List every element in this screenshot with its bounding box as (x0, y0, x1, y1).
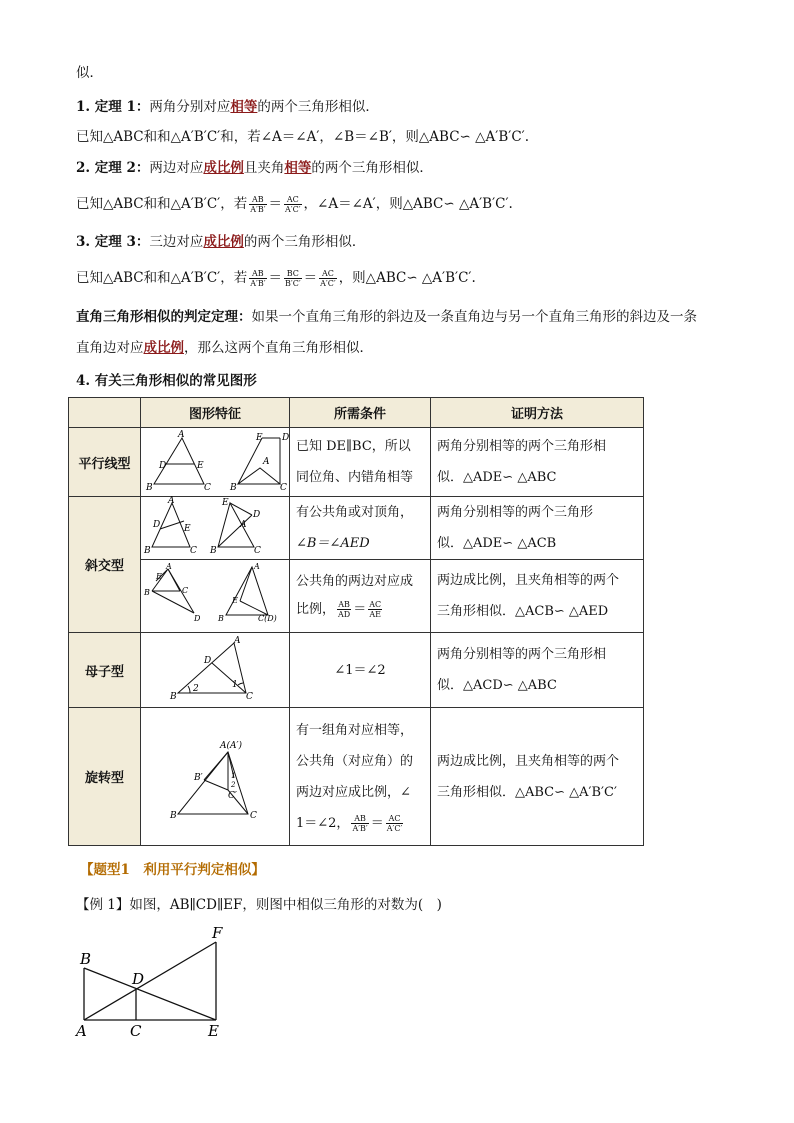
frac-den: A′C′ (320, 279, 336, 288)
proof-cell (431, 708, 644, 846)
table-row (69, 428, 644, 497)
label-b: B (80, 950, 92, 968)
condition-text: 比例， (296, 602, 336, 617)
fraction (284, 269, 302, 288)
example-1 (76, 895, 442, 915)
label-d: D (253, 510, 261, 520)
label-c: C (190, 546, 197, 556)
label-c: C (280, 483, 287, 493)
frac-num: BC (284, 269, 302, 279)
row-name: 斜交型 (69, 497, 141, 633)
frac-num: AC (369, 600, 382, 609)
angle-label-1: 1 (232, 680, 238, 690)
condition-line: 有公共角或对顶角， (296, 505, 414, 520)
example-1-label: 【例 1】 (76, 897, 130, 913)
label-d: D (132, 970, 145, 988)
label-c: C (182, 586, 189, 595)
proof-line: 似．△ADE∽ △ACB (437, 536, 557, 551)
label-e: E (222, 498, 229, 508)
figure-cell (141, 497, 290, 560)
theorem-1 (76, 97, 379, 117)
proof-line: 两角分别相等的两个三角形相 (437, 647, 607, 662)
label-a: A (263, 457, 270, 467)
label-d: D (159, 461, 167, 471)
fraction (337, 600, 351, 619)
label-c: C (254, 546, 261, 556)
label-c: C (246, 692, 253, 702)
condition-line (296, 808, 424, 839)
frac-den: A′B′ (250, 279, 266, 288)
condition-cell (290, 633, 431, 708)
theorem-3 (76, 232, 365, 252)
frac-num: AC (319, 269, 337, 279)
condition-line: 两边对应成比例，∠ (296, 784, 411, 800)
theorem-2 (76, 158, 433, 178)
similar-figures-table (68, 397, 644, 846)
section-4-title: 4. 有关三角形相似的常见图形 (76, 373, 257, 389)
theorem-1-given: 已知△ABC和和△A′B′C′和，若∠A＝∠A′，∠B＝∠B′，则△ABC∽ △A′B′C′. (76, 129, 530, 145)
label-c: C (250, 810, 257, 821)
right-triangle-text-b: 直角边对应 (76, 340, 144, 356)
condition-line: 公共角（对应角）的 (296, 753, 414, 769)
equals: ＝ (353, 602, 367, 617)
table-row (69, 560, 644, 633)
label-a: A (166, 562, 172, 571)
right-triangle-text-c: ，那么这两个直角三角形相似． (184, 340, 373, 356)
label-e: E (156, 572, 162, 581)
oblique-figure-2 (142, 561, 288, 627)
proof-line: 两角分别相等的两个三角形 (437, 505, 594, 520)
condition-line: ∠B＝∠AED (296, 536, 370, 551)
condition-line: 有一组角对应相等， (296, 722, 414, 738)
oblique-figure-1 (142, 497, 288, 555)
frac-den: AD (338, 610, 351, 619)
label-e: E (208, 1022, 219, 1040)
proof-line: 三角形相似．△ACB∽ △AED (437, 604, 609, 619)
fraction (368, 600, 382, 619)
theorem-2-label: 2. 定理 2： (76, 160, 150, 176)
equals: ＝ (268, 270, 283, 286)
theorem-3-given-b: ，则△ABC∽ △A′B′C′. (338, 270, 476, 286)
frac-num: AC (284, 195, 302, 205)
table-row (69, 708, 644, 846)
proof-line: 两角分别相等的两个三角形相 (437, 439, 607, 454)
theorem-2-text-b: 且夹角 (243, 160, 285, 176)
question-type-title: 【题型1 利用平行判定相似】 (80, 862, 265, 878)
condition-cell (290, 708, 431, 846)
frac-num: AB (351, 814, 368, 824)
label-c: C (204, 483, 211, 493)
fraction (249, 269, 266, 288)
figure-cell (141, 560, 290, 633)
intro-tail: 似． (76, 65, 103, 81)
condition-line: 同位角、内错角相等 (296, 470, 414, 485)
label-e: E (232, 596, 238, 605)
label-a: A (168, 496, 175, 506)
proof-line: 三角形相似．△ABC∽ △A′B′C′ (437, 784, 617, 800)
theorem-3-given (76, 268, 476, 288)
theorem-1-highlight: 相等 (230, 99, 258, 115)
proof-line: 似．△ADE∽ △ABC (437, 470, 557, 485)
right-triangle-highlight: 成比例 (143, 340, 184, 356)
proof-line: 两边成比例，且夹角相等的两个 (437, 573, 620, 588)
theorem-2-highlight-1: 成比例 (203, 160, 244, 176)
proof-cell (431, 497, 644, 560)
angle-label-2: 2 (193, 684, 199, 694)
label-e: E (197, 461, 204, 471)
theorem-3-label: 3. 定理 3： (76, 234, 150, 250)
angle-label-1: 1 (231, 771, 236, 780)
label-f: F (212, 924, 223, 942)
label-a: A (234, 636, 241, 646)
frac-num: AB (249, 195, 266, 205)
table-row (69, 497, 644, 560)
label-e: E (256, 433, 263, 443)
label-b: B (144, 546, 151, 556)
frac-den: A′C′ (285, 205, 301, 214)
label-b: B (144, 588, 150, 597)
label-a: A (240, 520, 247, 530)
label-d: D (153, 520, 161, 530)
right-triangle-theorem-cont (76, 338, 373, 358)
theorem-2-text-a: 两边对应 (149, 160, 204, 176)
table-header: 图形特征 (141, 398, 290, 428)
fraction (351, 814, 368, 833)
frac-num: AB (338, 600, 350, 609)
theorem-2-given-a: 已知△ABC和和△A′B′C′，若 (76, 196, 248, 212)
condition-line (296, 596, 424, 624)
figure-cell (141, 708, 290, 846)
label-c-d: C(D) (258, 614, 277, 623)
equals: ＝ (268, 196, 283, 212)
label-a: A (178, 430, 185, 440)
label-b: B (210, 546, 217, 556)
label-b-prime: B′ (194, 772, 203, 783)
equals: ＝ (370, 815, 384, 831)
condition-line: 已知 DE∥BC，所以 (296, 439, 411, 454)
label-e: E (184, 524, 191, 534)
theorem-1-label: 1. 定理 1： (76, 99, 150, 115)
example-1-figure (72, 924, 242, 1040)
frac-num: AB (249, 269, 266, 279)
label-b: B (146, 483, 153, 493)
right-triangle-text-a: 如果一个直角三角形的斜边及一条直角边与另一个直角三角形的斜边及一条 (251, 309, 697, 325)
frac-den: AE (369, 610, 381, 619)
angle-label-2: 2 (231, 780, 236, 789)
row-name: 母子型 (69, 633, 141, 708)
rotation-figure (142, 730, 288, 820)
frac-den: A′C′ (386, 823, 403, 833)
label-a: A (76, 1022, 87, 1040)
table-row (69, 633, 644, 708)
figure-cell (141, 633, 290, 708)
figure-cell (141, 428, 290, 497)
condition-text: 1＝∠2， (296, 815, 350, 831)
fraction (284, 195, 302, 214)
equals: ＝ (303, 270, 318, 286)
frac-den: B′C′ (285, 279, 301, 288)
proof-cell (431, 428, 644, 497)
label-a-prime: A(A′) (220, 740, 243, 751)
example-1-text: 如图，AB∥CD∥EF，则图中相似三角形的对数为( ) (129, 897, 442, 913)
label-b: B (170, 810, 177, 821)
condition-cell (290, 428, 431, 497)
theorem-3-text-b: 的两个三角形相似． (243, 234, 366, 250)
proof-line: 两边成比例，且夹角相等的两个 (437, 753, 620, 769)
proof-cell (431, 633, 644, 708)
row-name: 平行线型 (69, 428, 141, 497)
frac-den: A′B′ (352, 823, 368, 833)
table-header: 证明方法 (431, 398, 644, 428)
label-d: D (194, 614, 201, 623)
fraction (386, 814, 404, 833)
label-b: B (218, 614, 224, 623)
label-d: D (204, 656, 212, 666)
frac-num: AC (386, 814, 404, 824)
theorem-1-text-b: 的两个三角形相似． (257, 99, 379, 115)
proof-line: 似．△ACD∽ △ABC (437, 678, 557, 693)
theorem-3-given-a: 已知△ABC和和△A′B′C′，若 (76, 270, 248, 286)
condition-cell (290, 560, 431, 633)
right-triangle-theorem (76, 307, 697, 327)
theorem-2-text-c: 的两个三角形相似． (311, 160, 433, 176)
theorem-2-given-b: ，∠A＝∠A′，则△ABC∽ △A′B′C′. (303, 196, 513, 212)
parallel-figure (142, 428, 288, 492)
table-header-row (69, 398, 644, 428)
condition-cell (290, 497, 431, 560)
label-b: B (230, 483, 237, 493)
row-name: 旋转型 (69, 708, 141, 846)
condition-line: 公共角的两边对应成 (296, 574, 414, 589)
theorem-3-text-a: 三边对应 (149, 234, 204, 250)
theorem-1-text-a: 两角分别对应 (149, 99, 231, 115)
label-d: D (282, 433, 290, 443)
theorem-2-highlight-2: 相等 (284, 160, 312, 176)
condition-line: ∠1＝∠2 (334, 662, 386, 678)
table-header: 所需条件 (290, 398, 431, 428)
label-c: C (130, 1022, 142, 1040)
proof-cell (431, 560, 644, 633)
frac-den: A′B′ (250, 205, 266, 214)
fraction (319, 269, 337, 288)
mother-child-figure (142, 635, 288, 701)
table-header (69, 398, 141, 428)
label-a: A (254, 562, 260, 571)
right-triangle-label: 直角三角形相似的判定定理： (76, 309, 252, 325)
theorem-3-highlight: 成比例 (203, 234, 244, 250)
label-b: B (170, 692, 177, 702)
theorem-2-given (76, 194, 513, 214)
fraction (249, 195, 266, 214)
label-c-prime: C′ (228, 790, 237, 801)
